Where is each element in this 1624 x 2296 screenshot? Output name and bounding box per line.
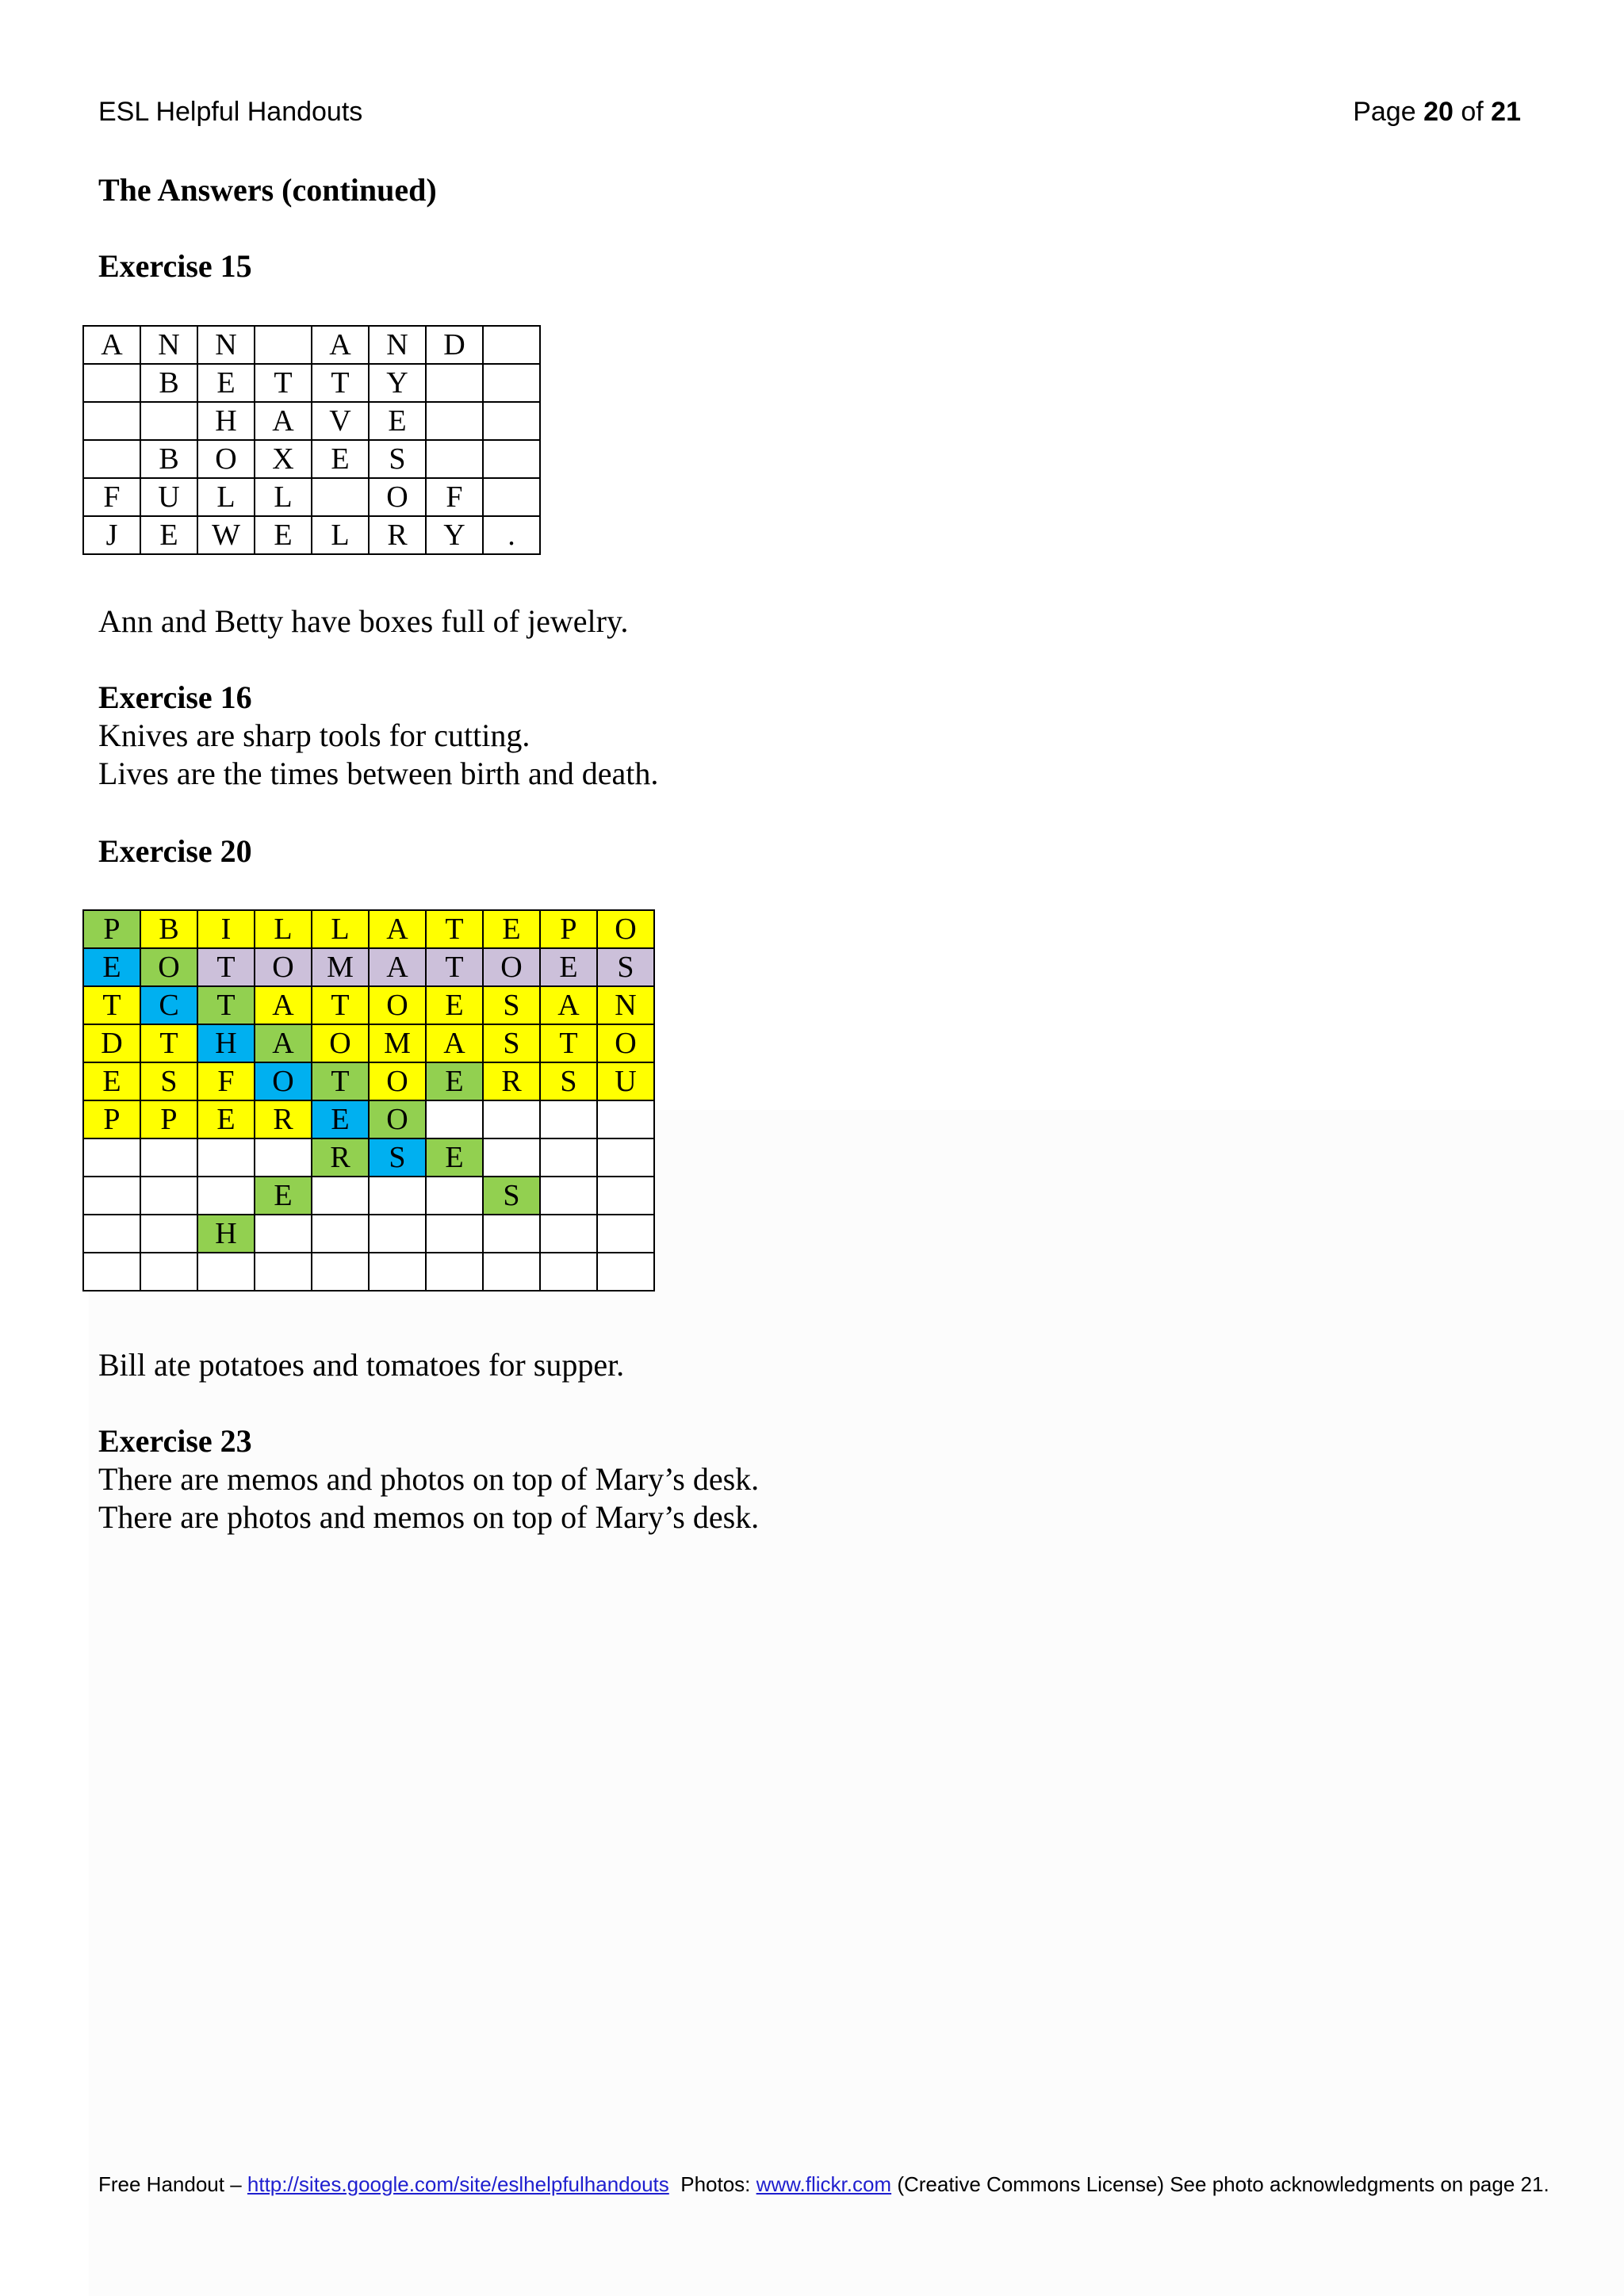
grid-cell: P (140, 1100, 197, 1138)
grid-cell (426, 1253, 483, 1291)
exercise-16-line-1: Knives are sharp tools for cutting. (98, 718, 530, 753)
grid-cell (483, 402, 540, 440)
grid-cell: E (369, 402, 426, 440)
footer-site-link[interactable]: http://sites.google.com/site/eslhelpfulhandouts (247, 2172, 669, 2196)
page-of: of (1461, 97, 1484, 127)
grid-cell (255, 326, 312, 364)
grid-cell: E (255, 1177, 312, 1215)
grid-cell: T (197, 986, 255, 1024)
grid-cell (140, 402, 197, 440)
grid-cell (597, 1177, 654, 1215)
grid-row (83, 516, 540, 554)
grid-cell (597, 1253, 654, 1291)
grid-row (83, 1215, 654, 1253)
grid-cell (83, 440, 140, 478)
grid-cell: D (426, 326, 483, 364)
grid-cell: E (426, 986, 483, 1024)
grid-cell (540, 1253, 597, 1291)
grid-cell (369, 1215, 426, 1253)
grid-cell: L (312, 910, 369, 948)
grid-cell: A (426, 1024, 483, 1062)
grid-cell (140, 1177, 197, 1215)
grid-cell: M (312, 948, 369, 986)
grid-row (83, 910, 654, 948)
exercise-15-title: Exercise 15 (98, 248, 252, 284)
grid-cell: T (312, 986, 369, 1024)
footer-photos-label: Photos: (668, 2172, 756, 2196)
grid-cell (140, 1253, 197, 1291)
grid-cell (597, 1215, 654, 1253)
grid-cell: O (483, 948, 540, 986)
grid-cell (483, 1215, 540, 1253)
grid-cell: S (369, 440, 426, 478)
exercise-16-title: Exercise 16 (98, 679, 252, 715)
page-current: 20 (1423, 97, 1454, 127)
grid-cell (369, 1177, 426, 1215)
page-number (1353, 97, 1521, 128)
grid-cell: N (369, 326, 426, 364)
exercise-20-grid (82, 909, 655, 1292)
grid-cell (540, 1100, 597, 1138)
grid-cell (312, 1177, 369, 1215)
grid-cell (426, 1215, 483, 1253)
grid-cell: X (255, 440, 312, 478)
grid-cell: F (197, 1062, 255, 1100)
grid-cell (540, 1138, 597, 1177)
grid-cell (255, 1253, 312, 1291)
grid-row (83, 1024, 654, 1062)
grid-cell (255, 1215, 312, 1253)
grid-cell (426, 1100, 483, 1138)
grid-cell: V (312, 402, 369, 440)
grid-cell (540, 1177, 597, 1215)
grid-cell (312, 478, 369, 516)
grid-cell: A (255, 402, 312, 440)
grid-row (83, 478, 540, 516)
footer-prefix: Free Handout – (98, 2172, 247, 2196)
grid-cell: O (369, 1100, 426, 1138)
exercise-15-grid (82, 325, 541, 555)
grid-cell (426, 1177, 483, 1215)
grid-cell: N (197, 326, 255, 364)
grid-cell: E (255, 516, 312, 554)
grid-cell: H (197, 402, 255, 440)
grid-cell: F (83, 478, 140, 516)
page-total: 21 (1491, 97, 1521, 127)
grid-cell: O (597, 910, 654, 948)
grid-cell: T (426, 910, 483, 948)
grid-cell (140, 1138, 197, 1177)
grid-cell: O (312, 1024, 369, 1062)
grid-cell: E (140, 516, 197, 554)
grid-cell: U (140, 478, 197, 516)
grid-cell: O (197, 440, 255, 478)
grid-cell: W (197, 516, 255, 554)
grid-cell: E (83, 948, 140, 986)
page-footer (98, 2172, 1549, 2197)
grid-cell: P (83, 910, 140, 948)
grid-row (83, 326, 540, 364)
grid-row (83, 1138, 654, 1177)
grid-cell: O (255, 948, 312, 986)
grid-cell (312, 1253, 369, 1291)
grid-row (83, 948, 654, 986)
grid-cell: L (197, 478, 255, 516)
grid-cell (483, 440, 540, 478)
grid-row (83, 1100, 654, 1138)
grid-row (83, 440, 540, 478)
grid-cell: A (312, 326, 369, 364)
grid-cell: A (255, 986, 312, 1024)
grid-cell: O (597, 1024, 654, 1062)
grid-cell: L (255, 478, 312, 516)
header-title: ESL Helpful Handouts (98, 97, 363, 127)
grid-row (83, 364, 540, 402)
grid-cell (483, 478, 540, 516)
exercise-23-line-1: There are memos and photos on top of Mary’s desk. (98, 1461, 760, 1497)
grid-cell: S (140, 1062, 197, 1100)
grid-cell: R (255, 1100, 312, 1138)
grid-cell: D (83, 1024, 140, 1062)
grid-cell (83, 1253, 140, 1291)
grid-cell: S (540, 1062, 597, 1100)
page-header (98, 97, 1521, 138)
grid-cell: S (369, 1138, 426, 1177)
grid-cell (83, 1138, 140, 1177)
grid-cell: E (483, 910, 540, 948)
grid-cell (597, 1100, 654, 1138)
grid-cell (540, 1215, 597, 1253)
grid-cell: T (197, 948, 255, 986)
grid-cell (426, 364, 483, 402)
grid-cell: C (140, 986, 197, 1024)
grid-row (83, 1062, 654, 1100)
grid-cell (369, 1253, 426, 1291)
grid-cell: T (312, 364, 369, 402)
grid-cell (83, 1215, 140, 1253)
grid-cell (483, 1100, 540, 1138)
grid-row (83, 402, 540, 440)
grid-cell: T (540, 1024, 597, 1062)
grid-cell (197, 1253, 255, 1291)
grid-cell (255, 1138, 312, 1177)
grid-cell: E (312, 1100, 369, 1138)
grid-cell: A (255, 1024, 312, 1062)
grid-cell (483, 326, 540, 364)
grid-cell: E (197, 364, 255, 402)
exercise-16-line-2: Lives are the times between birth and death. (98, 756, 659, 791)
grid-cell (426, 402, 483, 440)
grid-cell (83, 364, 140, 402)
grid-cell: S (483, 1177, 540, 1215)
grid-cell: L (255, 910, 312, 948)
grid-cell: O (255, 1062, 312, 1100)
grid-cell: F (426, 478, 483, 516)
grid-cell: . (483, 516, 540, 554)
grid-cell: N (140, 326, 197, 364)
grid-cell: B (140, 440, 197, 478)
grid-cell: P (540, 910, 597, 948)
grid-cell: O (369, 478, 426, 516)
footer-flickr-link[interactable]: www.flickr.com (756, 2172, 892, 2196)
grid-cell (483, 364, 540, 402)
grid-cell (483, 1138, 540, 1177)
grid-cell: A (369, 910, 426, 948)
grid-cell (83, 1177, 140, 1215)
grid-cell: N (597, 986, 654, 1024)
grid-cell: T (426, 948, 483, 986)
grid-cell: T (312, 1062, 369, 1100)
grid-row (83, 1177, 654, 1215)
grid-cell: A (540, 986, 597, 1024)
grid-cell: E (312, 440, 369, 478)
grid-cell: I (197, 910, 255, 948)
grid-cell: R (483, 1062, 540, 1100)
grid-cell (140, 1215, 197, 1253)
grid-cell (197, 1138, 255, 1177)
exercise-23-title: Exercise 23 (98, 1423, 252, 1459)
grid-cell: T (140, 1024, 197, 1062)
grid-cell: E (83, 1062, 140, 1100)
exercise-23-line-2: There are photos and memos on top of Mary’s desk. (98, 1499, 760, 1535)
grid-cell: E (426, 1062, 483, 1100)
section-title: The Answers (continued) (98, 172, 437, 208)
footer-suffix: (Creative Commons License) See photo acknowledgments on page 21. (891, 2172, 1549, 2196)
grid-row (83, 986, 654, 1024)
grid-cell: A (83, 326, 140, 364)
grid-cell: U (597, 1062, 654, 1100)
grid-cell: E (426, 1138, 483, 1177)
grid-cell: T (255, 364, 312, 402)
grid-row (83, 1253, 654, 1291)
grid-cell: H (197, 1215, 255, 1253)
grid-cell: P (83, 1100, 140, 1138)
grid-cell: B (140, 910, 197, 948)
grid-cell: J (83, 516, 140, 554)
grid-cell (83, 402, 140, 440)
grid-cell: E (540, 948, 597, 986)
grid-cell (197, 1177, 255, 1215)
grid-cell: S (483, 986, 540, 1024)
grid-cell: E (197, 1100, 255, 1138)
grid-cell: Y (426, 516, 483, 554)
grid-cell (597, 1138, 654, 1177)
grid-cell: T (83, 986, 140, 1024)
grid-cell: M (369, 1024, 426, 1062)
grid-cell (483, 1253, 540, 1291)
grid-cell: O (140, 948, 197, 986)
grid-cell: S (597, 948, 654, 986)
grid-cell: S (483, 1024, 540, 1062)
grid-cell: Y (369, 364, 426, 402)
grid-cell: O (369, 1062, 426, 1100)
grid-cell: A (369, 948, 426, 986)
grid-cell: H (197, 1024, 255, 1062)
grid-cell (426, 440, 483, 478)
grid-cell: L (312, 516, 369, 554)
grid-cell: R (369, 516, 426, 554)
exercise-20-title: Exercise 20 (98, 833, 252, 869)
page-prefix: Page (1353, 97, 1416, 127)
grid-cell: B (140, 364, 197, 402)
grid-cell: O (369, 986, 426, 1024)
grid-cell (312, 1215, 369, 1253)
exercise-20-answer: Bill ate potatoes and tomatoes for supper. (98, 1347, 625, 1383)
exercise-15-answer: Ann and Betty have boxes full of jewelry. (98, 603, 629, 639)
grid-cell: R (312, 1138, 369, 1177)
